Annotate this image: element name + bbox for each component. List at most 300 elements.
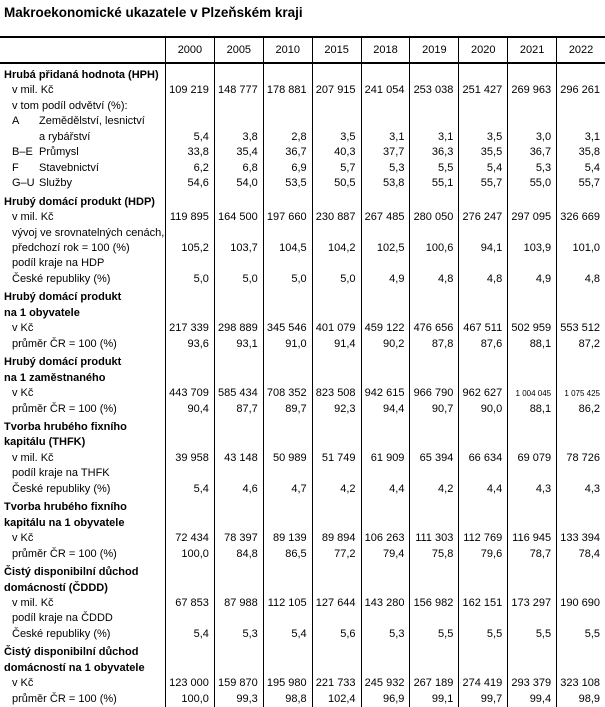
value-cell xyxy=(409,352,458,370)
value-cell xyxy=(458,352,507,370)
value-cell xyxy=(165,642,214,660)
value-cell xyxy=(458,287,507,305)
row-label xyxy=(0,130,165,145)
table-row xyxy=(0,596,605,611)
value-cell xyxy=(361,352,410,370)
value-cell xyxy=(556,611,605,626)
value-cell: 55,0 xyxy=(507,176,556,191)
value-cell xyxy=(507,581,556,596)
value-cell xyxy=(507,371,556,386)
value-cell: 88,1 xyxy=(507,337,556,352)
value-cell: 5,0 xyxy=(312,272,361,287)
value-cell xyxy=(507,661,556,676)
value-cell: 3,0 xyxy=(507,130,556,145)
value-cell xyxy=(312,371,361,386)
value-cell: 112 105 xyxy=(263,596,312,611)
value-cell xyxy=(458,642,507,660)
value-cell xyxy=(214,435,263,450)
value-cell: 269 963 xyxy=(507,83,556,98)
value-cell: 217 339 xyxy=(165,321,214,336)
value-cell: 962 627 xyxy=(458,386,507,401)
value-cell: 104,2 xyxy=(312,241,361,256)
value-cell xyxy=(458,516,507,531)
year-column-header: 2020 xyxy=(458,38,507,62)
table-row xyxy=(0,226,605,241)
value-cell xyxy=(263,114,312,129)
value-cell xyxy=(361,306,410,321)
value-cell: 101,0 xyxy=(556,241,605,256)
row-label: v mil. Kč xyxy=(12,596,54,609)
value-cell: 4,3 xyxy=(507,482,556,497)
value-cell: 90,0 xyxy=(458,402,507,417)
value-cell xyxy=(263,256,312,271)
value-cell: 91,0 xyxy=(263,337,312,352)
row-label: průměr ČR = 100 (%) xyxy=(12,402,117,415)
value-cell xyxy=(312,114,361,129)
value-cell xyxy=(165,581,214,596)
value-cell: 5,5 xyxy=(409,161,458,176)
row-label: Čistý disponibilní důchod xyxy=(4,646,139,659)
value-cell xyxy=(458,226,507,241)
value-cell: 53,5 xyxy=(263,176,312,191)
value-cell xyxy=(556,287,605,305)
value-cell: 93,6 xyxy=(165,337,214,352)
table-row xyxy=(0,145,605,160)
value-cell: 207 915 xyxy=(312,83,361,98)
value-cell xyxy=(361,661,410,676)
value-cell: 104,5 xyxy=(263,241,312,256)
row-label: Hrubý domácí produkt (HDP) xyxy=(4,195,155,208)
value-cell xyxy=(214,661,263,676)
value-cell xyxy=(458,114,507,129)
value-cell: 966 790 xyxy=(409,386,458,401)
value-cell xyxy=(361,114,410,129)
value-cell xyxy=(312,287,361,305)
value-cell: 5,4 xyxy=(165,130,214,145)
value-cell: 79,4 xyxy=(361,547,410,562)
value-cell: 162 151 xyxy=(458,596,507,611)
value-cell xyxy=(409,435,458,450)
value-cell xyxy=(165,256,214,271)
row-label: podíl kraje na THFK xyxy=(12,467,110,480)
value-cell: 33,8 xyxy=(165,145,214,160)
value-cell: 297 095 xyxy=(507,210,556,225)
value-cell: 67 853 xyxy=(165,596,214,611)
value-cell: 93,1 xyxy=(214,337,263,352)
value-cell xyxy=(263,497,312,515)
value-cell xyxy=(214,497,263,515)
row-label: průměr ČR = 100 (%) xyxy=(12,547,117,560)
row-label: v mil. Kč xyxy=(12,451,54,464)
row-label: průměr ČR = 100 (%) xyxy=(12,692,117,705)
value-cell xyxy=(312,306,361,321)
value-cell: 3,1 xyxy=(409,130,458,145)
value-cell xyxy=(458,562,507,580)
value-cell xyxy=(312,64,361,83)
value-cell: 87,8 xyxy=(409,337,458,352)
value-cell: 5,0 xyxy=(165,272,214,287)
value-cell: 79,6 xyxy=(458,547,507,562)
value-cell: 94,4 xyxy=(361,402,410,417)
value-cell: 133 394 xyxy=(556,531,605,546)
value-cell: 942 615 xyxy=(361,386,410,401)
row-label xyxy=(0,176,165,191)
year-column-header: 2010 xyxy=(263,38,312,62)
value-cell: 6,8 xyxy=(214,161,263,176)
value-cell xyxy=(312,516,361,531)
row-label: průměr ČR = 100 (%) xyxy=(12,337,117,350)
value-cell: 148 777 xyxy=(214,83,263,98)
value-cell: 5,6 xyxy=(312,627,361,642)
value-cell: 4,9 xyxy=(361,272,410,287)
value-cell xyxy=(165,497,214,515)
value-cell xyxy=(165,562,214,580)
value-cell xyxy=(263,99,312,114)
value-cell xyxy=(214,256,263,271)
value-cell xyxy=(312,99,361,114)
table-row xyxy=(0,497,605,515)
table-row xyxy=(0,64,605,83)
value-cell xyxy=(556,352,605,370)
value-cell xyxy=(312,581,361,596)
value-cell xyxy=(556,114,605,129)
value-cell xyxy=(556,642,605,660)
value-cell: 4,8 xyxy=(409,272,458,287)
row-label: na 1 zaměstnaného xyxy=(4,371,106,384)
table-row xyxy=(0,241,605,256)
value-cell: 78,7 xyxy=(507,547,556,562)
value-cell: 2,8 xyxy=(263,130,312,145)
value-cell xyxy=(214,611,263,626)
value-cell xyxy=(214,581,263,596)
value-cell: 99,7 xyxy=(458,692,507,707)
value-cell: 323 108 xyxy=(556,676,605,691)
value-cell xyxy=(263,306,312,321)
value-cell xyxy=(409,642,458,660)
table-row xyxy=(0,661,605,676)
value-cell: 4,9 xyxy=(507,272,556,287)
table-row xyxy=(0,371,605,386)
value-cell: 55,7 xyxy=(458,176,507,191)
row-label: podíl kraje na ČDDD xyxy=(12,612,113,625)
value-cell xyxy=(361,642,410,660)
row-label xyxy=(0,145,165,160)
value-cell: 96,9 xyxy=(361,692,410,707)
value-cell: 78 397 xyxy=(214,531,263,546)
value-cell xyxy=(507,287,556,305)
value-cell xyxy=(458,64,507,83)
value-cell: 5,4 xyxy=(458,161,507,176)
value-cell xyxy=(263,516,312,531)
row-label: předchozí rok = 100 (%) xyxy=(12,241,130,254)
value-cell: 221 733 xyxy=(312,676,361,691)
value-cell xyxy=(556,435,605,450)
value-cell xyxy=(556,256,605,271)
value-cell xyxy=(556,516,605,531)
value-cell xyxy=(409,371,458,386)
value-cell xyxy=(312,497,361,515)
value-cell: 105,2 xyxy=(165,241,214,256)
value-cell xyxy=(165,661,214,676)
value-cell: 1 075 425 xyxy=(556,386,605,401)
value-cell xyxy=(458,256,507,271)
table-row xyxy=(0,114,605,129)
value-cell xyxy=(263,287,312,305)
value-cell xyxy=(312,256,361,271)
row-label: v Kč xyxy=(12,387,34,400)
value-cell: 90,2 xyxy=(361,337,410,352)
row-label: Tvorba hrubého fixního xyxy=(4,420,127,433)
value-cell: 35,5 xyxy=(458,145,507,160)
value-cell xyxy=(458,497,507,515)
value-cell xyxy=(409,114,458,129)
value-cell xyxy=(361,371,410,386)
value-cell: 6,9 xyxy=(263,161,312,176)
value-cell: 267 485 xyxy=(361,210,410,225)
value-cell xyxy=(165,114,214,129)
value-cell: 109 219 xyxy=(165,83,214,98)
industry-name: Stavebnictví xyxy=(39,161,99,174)
row-label: Hrubý domácí produkt xyxy=(4,356,122,369)
value-cell: 37,7 xyxy=(361,145,410,160)
value-cell: 178 881 xyxy=(263,83,312,98)
table-row xyxy=(0,386,605,401)
value-cell: 35,8 xyxy=(556,145,605,160)
value-cell: 4,7 xyxy=(263,482,312,497)
table-row xyxy=(0,611,605,626)
page-title: Makroekonomické ukazatele v Plzeňském kraji xyxy=(4,5,303,20)
value-cell xyxy=(556,661,605,676)
value-cell: 89 894 xyxy=(312,531,361,546)
value-cell: 443 709 xyxy=(165,386,214,401)
value-cell xyxy=(312,562,361,580)
value-cell: 553 512 xyxy=(556,321,605,336)
value-cell: 276 247 xyxy=(458,210,507,225)
value-cell: 3,1 xyxy=(361,130,410,145)
value-cell xyxy=(507,352,556,370)
value-cell: 39 958 xyxy=(165,451,214,466)
value-cell xyxy=(312,661,361,676)
value-cell xyxy=(263,435,312,450)
value-cell xyxy=(312,642,361,660)
value-cell xyxy=(165,99,214,114)
value-cell: 1 004 045 xyxy=(507,386,556,401)
value-cell xyxy=(361,64,410,83)
value-cell: 708 352 xyxy=(263,386,312,401)
value-cell xyxy=(361,192,410,210)
value-cell: 267 189 xyxy=(409,676,458,691)
value-cell xyxy=(214,642,263,660)
table-row xyxy=(0,99,605,114)
value-cell xyxy=(507,226,556,241)
row-label: Hrubá přidaná hodnota (HPH) xyxy=(4,69,159,81)
value-cell xyxy=(458,466,507,481)
value-cell xyxy=(361,466,410,481)
value-cell: 100,0 xyxy=(165,547,214,562)
value-cell: 459 122 xyxy=(361,321,410,336)
value-cell xyxy=(214,192,263,210)
year-column-header: 2005 xyxy=(214,38,263,62)
value-cell xyxy=(312,192,361,210)
value-cell xyxy=(556,417,605,435)
value-cell: 5,4 xyxy=(165,627,214,642)
value-cell: 4,4 xyxy=(361,482,410,497)
value-cell: 75,8 xyxy=(409,547,458,562)
value-cell xyxy=(556,371,605,386)
year-column-header: 2015 xyxy=(312,38,361,62)
value-cell: 36,7 xyxy=(263,145,312,160)
table-row xyxy=(0,161,605,176)
value-cell: 245 932 xyxy=(361,676,410,691)
value-cell xyxy=(507,306,556,321)
industry-code: A xyxy=(12,115,20,128)
value-cell: 4,2 xyxy=(409,482,458,497)
value-cell: 3,8 xyxy=(214,130,263,145)
row-label: Čistý disponibilní důchod xyxy=(4,566,139,579)
value-cell xyxy=(263,226,312,241)
value-cell: 5,5 xyxy=(556,627,605,642)
value-cell: 293 379 xyxy=(507,676,556,691)
value-cell xyxy=(409,64,458,83)
value-cell xyxy=(507,192,556,210)
value-cell xyxy=(556,226,605,241)
value-cell xyxy=(214,64,263,83)
value-cell xyxy=(507,256,556,271)
value-cell: 296 261 xyxy=(556,83,605,98)
header-label-cell xyxy=(0,38,165,62)
value-cell xyxy=(507,497,556,515)
value-cell: 50 989 xyxy=(263,451,312,466)
value-cell: 4,3 xyxy=(556,482,605,497)
value-cell xyxy=(214,562,263,580)
table-row xyxy=(0,417,605,435)
value-cell xyxy=(165,226,214,241)
value-cell xyxy=(556,562,605,580)
table-row xyxy=(0,516,605,531)
value-cell xyxy=(458,435,507,450)
value-cell: 156 982 xyxy=(409,596,458,611)
table-row xyxy=(0,547,605,562)
value-cell: 99,4 xyxy=(507,692,556,707)
row-label: v tom podíl odvětví (%): xyxy=(12,99,128,112)
table-row xyxy=(0,192,605,210)
value-cell: 823 508 xyxy=(312,386,361,401)
value-cell: 77,2 xyxy=(312,547,361,562)
table-row xyxy=(0,130,605,145)
value-cell: 103,7 xyxy=(214,241,263,256)
row-label: kapitálu na 1 obyvatele xyxy=(4,516,125,529)
value-cell xyxy=(409,562,458,580)
value-cell xyxy=(507,435,556,450)
value-cell xyxy=(214,516,263,531)
value-cell: 78 726 xyxy=(556,451,605,466)
value-cell: 69 079 xyxy=(507,451,556,466)
row-label xyxy=(0,114,165,129)
value-cell: 3,5 xyxy=(312,130,361,145)
value-cell: 111 303 xyxy=(409,531,458,546)
value-cell: 61 909 xyxy=(361,451,410,466)
value-cell xyxy=(165,417,214,435)
value-cell: 326 669 xyxy=(556,210,605,225)
value-cell xyxy=(214,306,263,321)
value-cell: 100,6 xyxy=(409,241,458,256)
value-cell xyxy=(263,466,312,481)
value-cell xyxy=(409,306,458,321)
value-cell xyxy=(507,417,556,435)
value-cell xyxy=(263,352,312,370)
value-cell: 43 148 xyxy=(214,451,263,466)
table-row xyxy=(0,562,605,580)
value-cell: 78,4 xyxy=(556,547,605,562)
value-cell xyxy=(556,306,605,321)
value-cell: 5,3 xyxy=(507,161,556,176)
value-cell xyxy=(214,417,263,435)
value-cell: 89 139 xyxy=(263,531,312,546)
value-cell: 5,7 xyxy=(312,161,361,176)
row-label: vývoj ve srovnatelných cenách, xyxy=(12,226,165,239)
value-cell xyxy=(263,371,312,386)
value-cell: 345 546 xyxy=(263,321,312,336)
value-cell: 5,0 xyxy=(214,272,263,287)
value-cell: 36,3 xyxy=(409,145,458,160)
value-cell xyxy=(214,99,263,114)
value-cell: 90,7 xyxy=(409,402,458,417)
value-cell xyxy=(312,611,361,626)
row-label: České republiky (%) xyxy=(12,272,111,285)
value-cell: 5,3 xyxy=(361,627,410,642)
value-cell xyxy=(507,64,556,83)
value-cell: 5,5 xyxy=(458,627,507,642)
value-cell xyxy=(165,435,214,450)
value-cell: 5,5 xyxy=(409,627,458,642)
value-cell xyxy=(361,581,410,596)
value-cell: 87 988 xyxy=(214,596,263,611)
table-row xyxy=(0,435,605,450)
value-cell xyxy=(165,192,214,210)
value-cell xyxy=(556,466,605,481)
value-cell: 84,8 xyxy=(214,547,263,562)
value-cell: 50,5 xyxy=(312,176,361,191)
table-row xyxy=(0,352,605,370)
value-cell: 241 054 xyxy=(361,83,410,98)
row-label: domácností (ČDDD) xyxy=(4,581,108,594)
table-row xyxy=(0,337,605,352)
value-cell: 195 980 xyxy=(263,676,312,691)
row-label: České republiky (%) xyxy=(12,482,111,495)
value-cell: 253 038 xyxy=(409,83,458,98)
table-row xyxy=(0,210,605,225)
value-cell: 3,1 xyxy=(556,130,605,145)
value-cell: 72 434 xyxy=(165,531,214,546)
value-cell: 5,0 xyxy=(263,272,312,287)
value-cell xyxy=(409,256,458,271)
value-cell: 88,1 xyxy=(507,402,556,417)
value-cell: 55,1 xyxy=(409,176,458,191)
value-cell: 585 434 xyxy=(214,386,263,401)
value-cell xyxy=(312,352,361,370)
row-label: na 1 obyvatele xyxy=(4,306,80,319)
value-cell: 87,6 xyxy=(458,337,507,352)
table-body xyxy=(0,64,605,707)
value-cell xyxy=(409,99,458,114)
value-cell: 55,7 xyxy=(556,176,605,191)
value-cell xyxy=(165,516,214,531)
value-cell: 197 660 xyxy=(263,210,312,225)
row-label: v Kč xyxy=(12,532,34,545)
value-cell xyxy=(165,287,214,305)
year-column-header: 2018 xyxy=(361,38,410,62)
value-cell: 98,9 xyxy=(556,692,605,707)
